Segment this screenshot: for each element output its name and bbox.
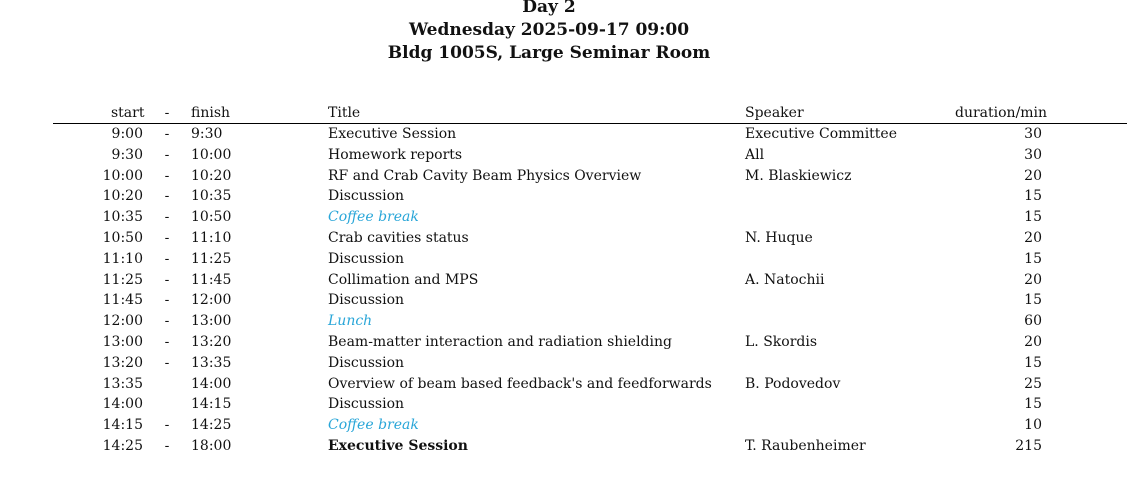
agenda-row-break	[0, 311, 1127, 332]
session-title: Discussion	[328, 354, 405, 371]
speaker: B. Podovedov	[745, 375, 841, 392]
agenda-row	[0, 145, 1127, 166]
time-separator: -	[164, 354, 170, 371]
duration: 30	[1024, 146, 1042, 163]
start-time: 9:00	[111, 126, 143, 142]
duration: 10	[1024, 417, 1042, 434]
time-separator: -	[164, 417, 170, 434]
time-separator: -	[164, 167, 170, 184]
time-separator: -	[164, 437, 170, 454]
finish-time: 10:00	[191, 146, 232, 163]
location: Bldg 1005S, Large Seminar Room	[387, 43, 711, 63]
session-title: Coffee break	[328, 417, 419, 434]
start-time: 14:00	[102, 396, 143, 413]
session-title: Lunch	[328, 313, 373, 330]
speaker: Executive Committee	[745, 126, 897, 142]
duration: 20	[1024, 271, 1042, 288]
finish-time: 14:00	[191, 375, 232, 392]
time-separator: -	[164, 313, 170, 330]
agenda-row	[0, 374, 1127, 395]
duration: 20	[1024, 333, 1042, 350]
speaker: A. Natochii	[745, 271, 825, 288]
duration: 20	[1024, 167, 1042, 184]
date-time: Wednesday 2025-09-17 09:00	[408, 20, 690, 40]
finish-time: 14:25	[191, 417, 232, 434]
finish-time: 10:35	[191, 188, 232, 205]
finish-time: 9:30	[191, 126, 223, 142]
start-time: 11:10	[102, 250, 143, 267]
finish-time: 11:45	[191, 271, 232, 288]
start-time: 10:00	[102, 167, 143, 184]
agenda-row	[0, 394, 1127, 415]
duration: 30	[1024, 126, 1042, 142]
time-separator: -	[164, 292, 170, 309]
column-header-dash: -	[164, 105, 170, 121]
session-title: Discussion	[328, 250, 405, 267]
session-title: Executive Session	[328, 126, 457, 142]
duration: 15	[1024, 396, 1042, 413]
session-title: Collimation and MPS	[328, 271, 479, 288]
agenda-row	[0, 270, 1127, 291]
agenda-row-break	[0, 415, 1127, 436]
start-time: 11:25	[102, 271, 143, 288]
column-header-finish: finish	[191, 105, 231, 121]
day-title: Day 2	[522, 0, 576, 17]
time-separator: -	[164, 126, 170, 142]
finish-time: 18:00	[191, 437, 232, 454]
session-title: Discussion	[328, 188, 405, 205]
speaker: N. Huque	[745, 229, 813, 246]
start-time: 12:00	[102, 313, 143, 330]
speaker: M. Blaskiewicz	[745, 167, 852, 184]
agenda-row	[0, 228, 1127, 249]
duration: 15	[1024, 188, 1042, 205]
finish-time: 13:35	[191, 354, 232, 371]
agenda-row	[0, 332, 1127, 353]
agenda-row	[0, 124, 1127, 145]
duration: 215	[1015, 437, 1042, 454]
column-header-title: Title	[328, 105, 361, 121]
finish-time: 13:00	[191, 313, 232, 330]
session-title: Homework reports	[328, 146, 463, 163]
session-title: Crab cavities status	[328, 229, 469, 246]
start-time: 14:15	[102, 417, 143, 434]
finish-time: 12:00	[191, 292, 232, 309]
duration: 20	[1024, 229, 1042, 246]
finish-time: 10:50	[191, 209, 232, 226]
time-separator: -	[164, 250, 170, 267]
session-title: Coffee break	[328, 209, 419, 226]
start-time: 10:20	[102, 188, 143, 205]
agenda-row	[0, 290, 1127, 311]
finish-time: 11:10	[191, 229, 232, 246]
duration: 25	[1024, 375, 1042, 392]
duration: 15	[1024, 209, 1042, 226]
session-title: Executive Session	[328, 437, 468, 454]
agenda-table	[0, 124, 1127, 457]
time-separator: -	[164, 333, 170, 350]
finish-time: 14:15	[191, 396, 232, 413]
start-time: 13:35	[102, 375, 143, 392]
start-time: 14:25	[102, 437, 143, 454]
session-title: Discussion	[328, 396, 405, 413]
time-separator: -	[164, 146, 170, 163]
agenda-row	[0, 186, 1127, 207]
session-title: Beam-matter interaction and radiation shielding	[328, 333, 672, 350]
column-header-duration: duration/min	[955, 105, 1048, 121]
start-time: 13:00	[102, 333, 143, 350]
agenda-row	[0, 166, 1127, 187]
start-time: 11:45	[102, 292, 143, 309]
speaker: T. Raubenheimer	[745, 437, 866, 454]
start-time: 10:35	[102, 209, 143, 226]
start-time: 13:20	[102, 354, 143, 371]
duration: 15	[1024, 292, 1042, 309]
session-title: Discussion	[328, 292, 405, 309]
session-title: RF and Crab Cavity Beam Physics Overview	[328, 167, 642, 184]
column-header-speaker: Speaker	[745, 105, 804, 121]
time-separator: -	[164, 229, 170, 246]
duration: 15	[1024, 250, 1042, 267]
column-header-start: start	[111, 105, 145, 121]
time-separator: -	[164, 271, 170, 288]
start-time: 10:50	[102, 229, 143, 246]
agenda-row	[0, 436, 1127, 457]
speaker: L. Skordis	[745, 333, 818, 350]
agenda-row	[0, 353, 1127, 374]
start-time: 9:30	[111, 146, 143, 163]
agenda-row	[0, 249, 1127, 270]
speaker: All	[745, 146, 765, 163]
time-separator: -	[164, 209, 170, 226]
session-title: Overview of beam based feedback's and feedforwards	[328, 375, 712, 392]
agenda-row-break	[0, 207, 1127, 228]
time-separator: -	[164, 188, 170, 205]
duration: 15	[1024, 354, 1042, 371]
finish-time: 10:20	[191, 167, 232, 184]
finish-time: 11:25	[191, 250, 232, 267]
agenda-header	[0, 0, 1098, 65]
finish-time: 13:20	[191, 333, 232, 350]
duration: 60	[1024, 313, 1042, 330]
